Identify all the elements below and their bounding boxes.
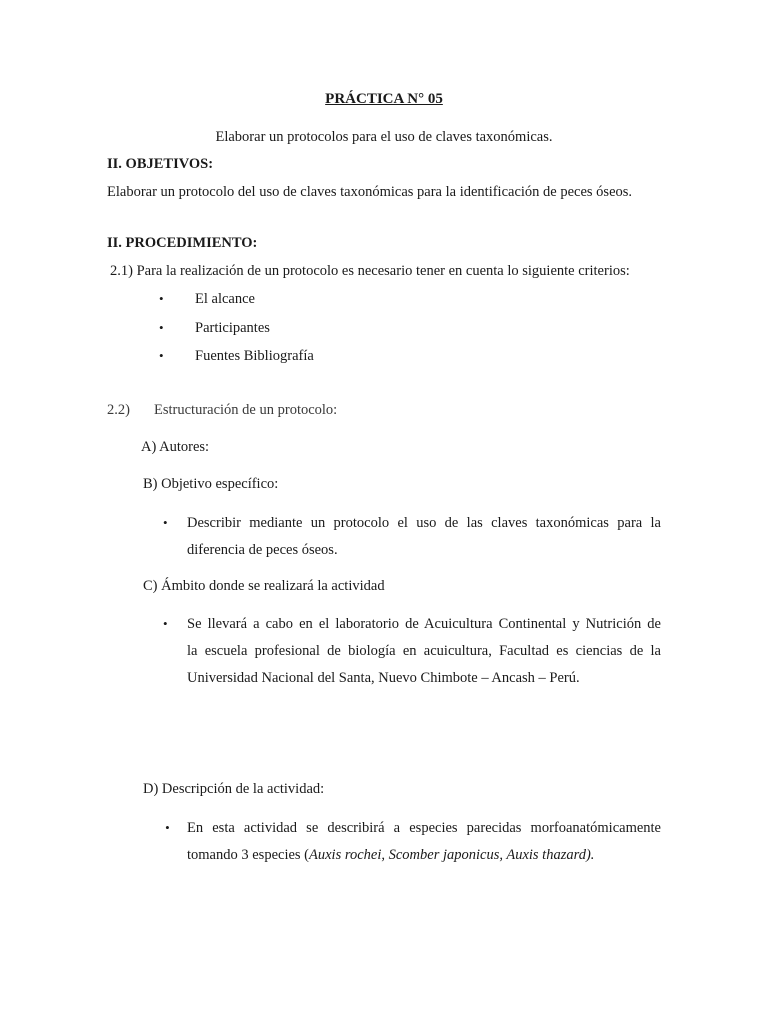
page-title: PRÁCTICA N° 05 (325, 91, 443, 107)
procedure-heading: II. PROCEDIMIENTO: (107, 235, 258, 251)
species-names: Auxis rochei, Scomber japonicus, Auxis thazard). (309, 847, 595, 863)
specific-objective-label: B) Objetivo específico: (143, 476, 279, 492)
objective-bullet-line: Describir mediante un protocolo el uso de las claves taxonómicas para la (187, 515, 661, 531)
objective-bullet-line: diferencia de peces óseos. (187, 542, 338, 558)
description-label: D) Descripción de la actividad: (143, 781, 325, 797)
criteria-item: Participantes (195, 320, 270, 336)
structure-number: 2.2) (107, 402, 130, 418)
scope-bullet-line: Universidad Nacional del Santa, Nuevo Chimbote – Ancash – Perú. (187, 670, 580, 686)
bullet-icon: • (165, 820, 170, 835)
scope-bullet-line: la escuela profesional de biología en acuicultura, Facultad es ciencias de la (187, 643, 661, 659)
bullet-icon: • (159, 320, 164, 335)
description-bullet-line (187, 847, 594, 864)
description-bullet-line: En esta actividad se describirá a especies parecidas morfoanatómicamente (187, 820, 661, 836)
structure-label: Estructuración de un protocolo: (154, 402, 338, 418)
scope-bullet-line: Se llevará a cabo en el laboratorio de Acuicultura Continental y Nutrición de (187, 616, 661, 632)
bullet-icon: • (159, 348, 164, 363)
description-prefix: tomando 3 especies ( (187, 847, 310, 863)
criteria-item: El alcance (195, 291, 255, 307)
bullet-icon: • (163, 515, 168, 530)
procedure-intro: 2.1) Para la realización de un protocolo es necesario tener en cuenta lo siguiente criterios: (110, 263, 630, 279)
page-subtitle: Elaborar un protocolos para el uso de claves taxonómicas. (215, 129, 553, 145)
objectives-text: Elaborar un protocolo del uso de claves taxonómicas para la identificación de peces óseos. (107, 184, 633, 200)
authors-label: A) Autores: (141, 439, 210, 455)
bullet-icon: • (159, 291, 164, 306)
objectives-heading: II. OBJETIVOS: (107, 156, 214, 172)
criteria-item: Fuentes Bibliografía (195, 348, 314, 364)
scope-label: C) Ámbito donde se realizará la actividad (143, 578, 385, 594)
bullet-icon: • (163, 616, 168, 631)
